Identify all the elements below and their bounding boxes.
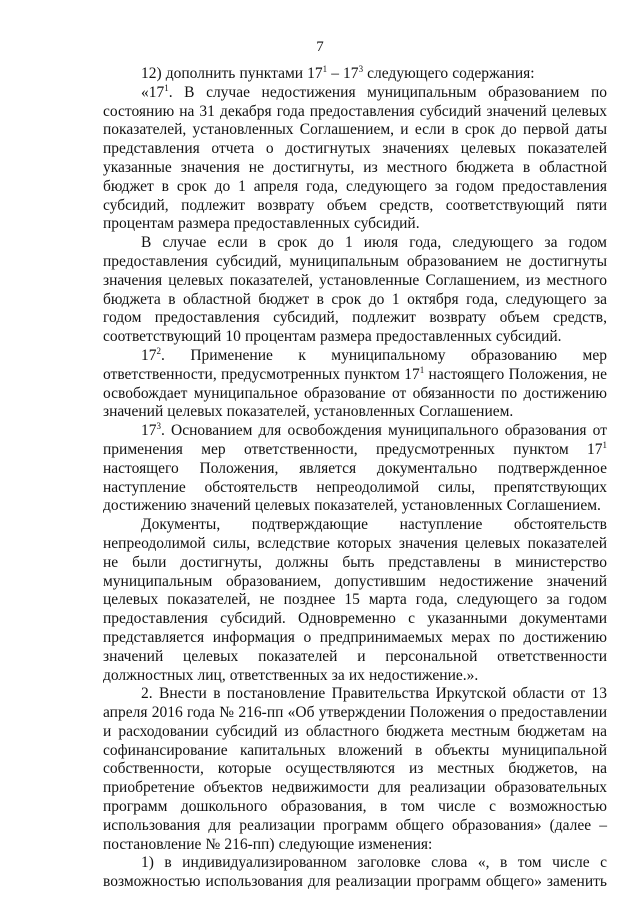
paragraph-7 <box>103 685 607 854</box>
superscript: 1 <box>419 364 425 375</box>
superscript: 1 <box>164 82 169 93</box>
paragraph-4 <box>103 347 607 422</box>
superscript: 3 <box>358 64 364 74</box>
text-run: 12) дополнить пунктами 17 <box>141 65 323 82</box>
paragraph-6 <box>103 516 607 685</box>
superscript: 1 <box>602 439 607 450</box>
paragraph-3 <box>103 234 607 347</box>
page-number: 7 <box>316 39 324 55</box>
text-run: 17 <box>141 422 157 440</box>
text-run: настоящего Положения, не освобождает муниципальное образование от обязанности по достижению значений целевых показателей, установленных Соглашением. <box>103 365 607 421</box>
text-run: «17 <box>141 83 165 101</box>
text-run: . Основанием для освобождения муниципального образования от применения мер ответственности, предусмотренных пунктом 17 <box>103 422 607 458</box>
text-run: следующего содержания: <box>363 65 535 82</box>
paragraph-2 <box>103 84 607 234</box>
document-body <box>103 65 607 892</box>
text-run: 2. Внести в постановление Правительства Иркутской области от 13 апреля 2016 года № 216-пп «Об утверждении Положения о предоставлении и расходовании субсидий из областного бюджета местным бюджетам на софинансирование капитальных вложений в объекты муниципальной собственности, которые осуществляются из местных бюджетов, на приобретение объектов недвижимости для реализации образовательных программ дошкольного образования, в том числе с возможностью использования для реализации программ общего образования» (далее – постановление № 216-пп) следующие изменения: <box>103 685 607 853</box>
text-run: 17 <box>141 346 157 364</box>
superscript: 3 <box>156 421 161 432</box>
text-run: В случае если в срок до 1 июля года, следующего за годом предоставления субсидий, муниципальным образованием не достигнуты значения целевых показателей, установленные Соглашением, из местного бюджета в областной бюджет в срок до 1 октября года, следующего за годом предоставления субсидий, подлежит возврату объем средств, соответствующий 10 процентам размера предоставленных субсидий. <box>103 234 607 346</box>
text-run: . В случае недостижения муниципальным образованием по состоянию на 31 декабря года предоставления субсидий значений целевых показателей, установленных Соглашением, и если в срок до первой даты представления отчета о достигнутых значениях целевых показателей указанные значения не достигнуты, из местного бюджета в областной бюджет в срок до 1 апреля года, следующего за годом предоставления субсидий, подлежит возврату объем средств, соответствующий пяти процентам размера предоставленных субсидий. <box>103 83 607 233</box>
text-run: . Применение к муниципальному образованию мер ответственности, предусмотренных пунктом 17 <box>103 346 607 383</box>
paragraph-8 <box>103 854 607 892</box>
text-run: – 17 <box>327 65 359 82</box>
text-run: Документы, подтверждающие наступление обстоятельств непреодолимой силы, вследствие которых значения целевых показателей не были достигнуты, должны быть представлены в министерство муниципальным образованием, допустившим недостижение значений целевых показателей, не позднее 15 марта года, следующего за годом предоставления субсидий. Одновременно с указанными документами представляется информация о предпринимаемых мерах по достижению значений целевых показателей и персональной ответственности должностных лиц, ответственных за их недостижение.». <box>103 516 607 684</box>
text-run: 1) в индивидуализированном заголовке слова «, в том числе с возможностью использования для реализации программ общего» заменить <box>103 854 607 891</box>
superscript: 2 <box>156 345 161 356</box>
text-run: настоящего Положения, является документально подтвержденное наступление обстоятельств непреодолимой силы, препятствующих достижению значений целевых показателей, установленных Соглашением. <box>103 459 607 515</box>
paragraph-5 <box>103 422 607 516</box>
superscript: 1 <box>322 64 328 74</box>
paragraph-1 <box>103 65 607 84</box>
